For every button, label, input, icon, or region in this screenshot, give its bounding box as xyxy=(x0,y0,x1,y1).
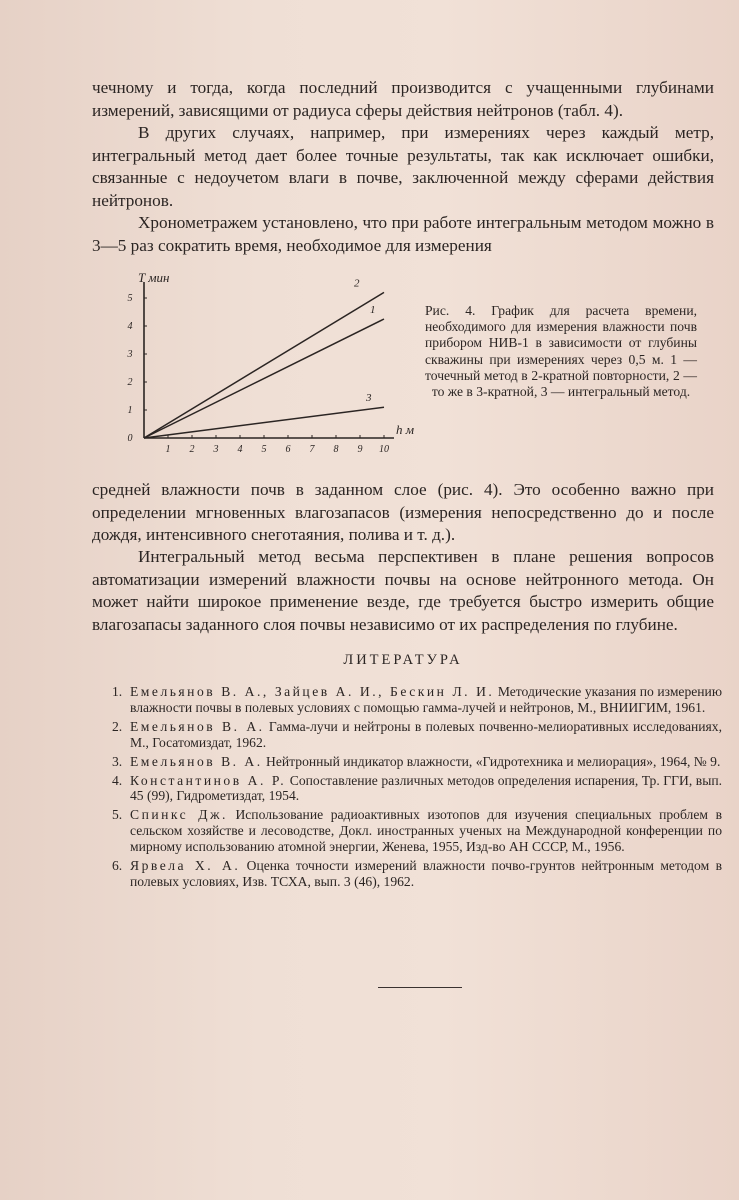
reference-number: 6. xyxy=(112,858,123,874)
reference-item xyxy=(112,684,722,716)
series-line-2 xyxy=(144,292,384,438)
reference-text: Нейтронный индикатор влажности, «Гидротехника и мелиорация», 1964, № 9. xyxy=(262,753,721,769)
y-tick-label: 5 xyxy=(127,293,133,304)
x-tick-label: 3 xyxy=(213,444,219,455)
x-tick-label: 4 xyxy=(237,444,243,455)
x-tick-label: 10 xyxy=(379,444,389,455)
reference-text: Оценка точности измерений влажности почво-грунтов нейтронным методом в полевых условиях, Изв. ТСХА, вып. 3 (46), 1962. xyxy=(130,858,722,889)
reference-text: Методические указания по измерению влажности почвы в полевых условиях с помощью гамма-лучей и нейтронов, М., ВНИИГИМ, 1961. xyxy=(130,684,722,715)
y-tick-label: 2 xyxy=(127,377,133,388)
figure-caption: Рис. 4. График для расчета времени, необходимого для измерения влажности почв прибором НИВ-1 в зависимости от глубины скважины при измерениях через 0,5 м. 1 — точечный метод в 2-кратной повторности, 2 — то же в 3-кратной, 3 — интегральный метод. xyxy=(425,303,697,400)
body-paragraph: В других случаях, например, при измерениях через каждый метр, интегральный метод дает более точные результаты, так как исключает ошибки, связанные с недоучетом влаги в почве, заключенной между сферами действия нейтронов. xyxy=(92,123,714,210)
reference-list xyxy=(112,684,722,893)
series-line-3 xyxy=(144,407,384,438)
chart-svg xyxy=(112,268,415,458)
x-tick-label: 2 xyxy=(189,444,195,455)
series-label-1: 1 xyxy=(370,304,376,316)
reference-number: 5. xyxy=(112,807,123,823)
body-paragraph: чечному и тогда, когда последний производится с учащенными глубинами измерений, зависящими от радиуса сферы действия нейтронов (табл. 4). xyxy=(92,78,714,120)
reference-text: Использование радиоактивных изотопов для изучения специальных проблем в сельском хозяйстве и лесоводстве, Докл. иностранных ученых на Международной конференции по мирному использованию атомной энергии, Женева, 1955, Изд-во АН СССР, М., 1956. xyxy=(130,807,722,855)
reference-authors: Емельянов В. А. xyxy=(130,753,263,769)
reference-number: 4. xyxy=(112,772,123,788)
body-paragraph: Хронометражем установлено, что при работе интегральным методом можно в 3—5 раз сократить время, необходимое для измерения xyxy=(92,213,714,255)
reference-item xyxy=(112,858,722,890)
series-label-2: 2 xyxy=(354,277,360,290)
reference-text: Гамма-лучи и нейтроны в полевых почвенно-мелиоративных исследованиях, М., Госатомиздат, 1962. xyxy=(130,718,722,750)
figure-chart xyxy=(112,268,415,458)
reference-item xyxy=(112,719,722,751)
reference-authors: Емельянов В. А., Зайцев А. И., Бескин Л. И. xyxy=(130,684,495,699)
x-tick-label: 7 xyxy=(309,444,315,455)
series-label-3: 3 xyxy=(366,392,372,405)
body-paragraph: средней влажности почв в заданном слое (рис. 4). Это особенно важно при определении мгновенных влагозапасов (измерения непосредственно до и после дождя, интенсивного снеготаяния, полива и т. д.). xyxy=(92,480,714,545)
x-tick-label: 9 xyxy=(357,444,363,455)
reference-item xyxy=(112,754,722,770)
reference-number: 3. xyxy=(112,753,123,769)
series-line-1 xyxy=(144,319,384,438)
reference-item xyxy=(112,773,722,805)
literature-heading: ЛИТЕРАТУРА xyxy=(343,652,463,668)
reference-text: Сопоставление различных методов определения испарения, Тр. ГГИ, вып. 45 (99), Гидрометиздат, 1954. xyxy=(130,772,723,804)
x-axis-label: h м xyxy=(396,422,415,437)
reference-authors: Ярвела Х. А. xyxy=(130,858,241,874)
x-tick-label: 6 xyxy=(285,444,291,455)
body-paragraph: Интегральный метод весьма перспективен в плане решения вопросов автоматизации измерений влажности почвы на основе нейтронного метода. Он может найти широкое применение везде, где требуется быстро измерить общие влагозапасы заданного слоя почвы независимо от их распределения по глубине. xyxy=(92,547,714,634)
reference-authors: Константинов А. Р. xyxy=(130,772,287,788)
x-tick-label: 1 xyxy=(165,444,171,455)
reference-item xyxy=(112,807,722,855)
end-divider xyxy=(378,987,462,988)
reference-authors: Спинкс Дж. xyxy=(130,807,228,823)
y-tick-label: 4 xyxy=(127,321,133,332)
y-tick-label: 1 xyxy=(127,405,133,416)
reference-number: 2. xyxy=(112,718,123,734)
x-tick-label: 8 xyxy=(333,444,339,455)
x-tick-label: 5 xyxy=(261,444,267,455)
y-tick-label: 3 xyxy=(127,349,133,360)
x-tick-label: 0 xyxy=(127,433,133,444)
reference-number: 1. xyxy=(112,684,123,699)
reference-authors: Емельянов В. А. xyxy=(130,718,265,734)
y-axis-label: T мин xyxy=(138,270,170,285)
